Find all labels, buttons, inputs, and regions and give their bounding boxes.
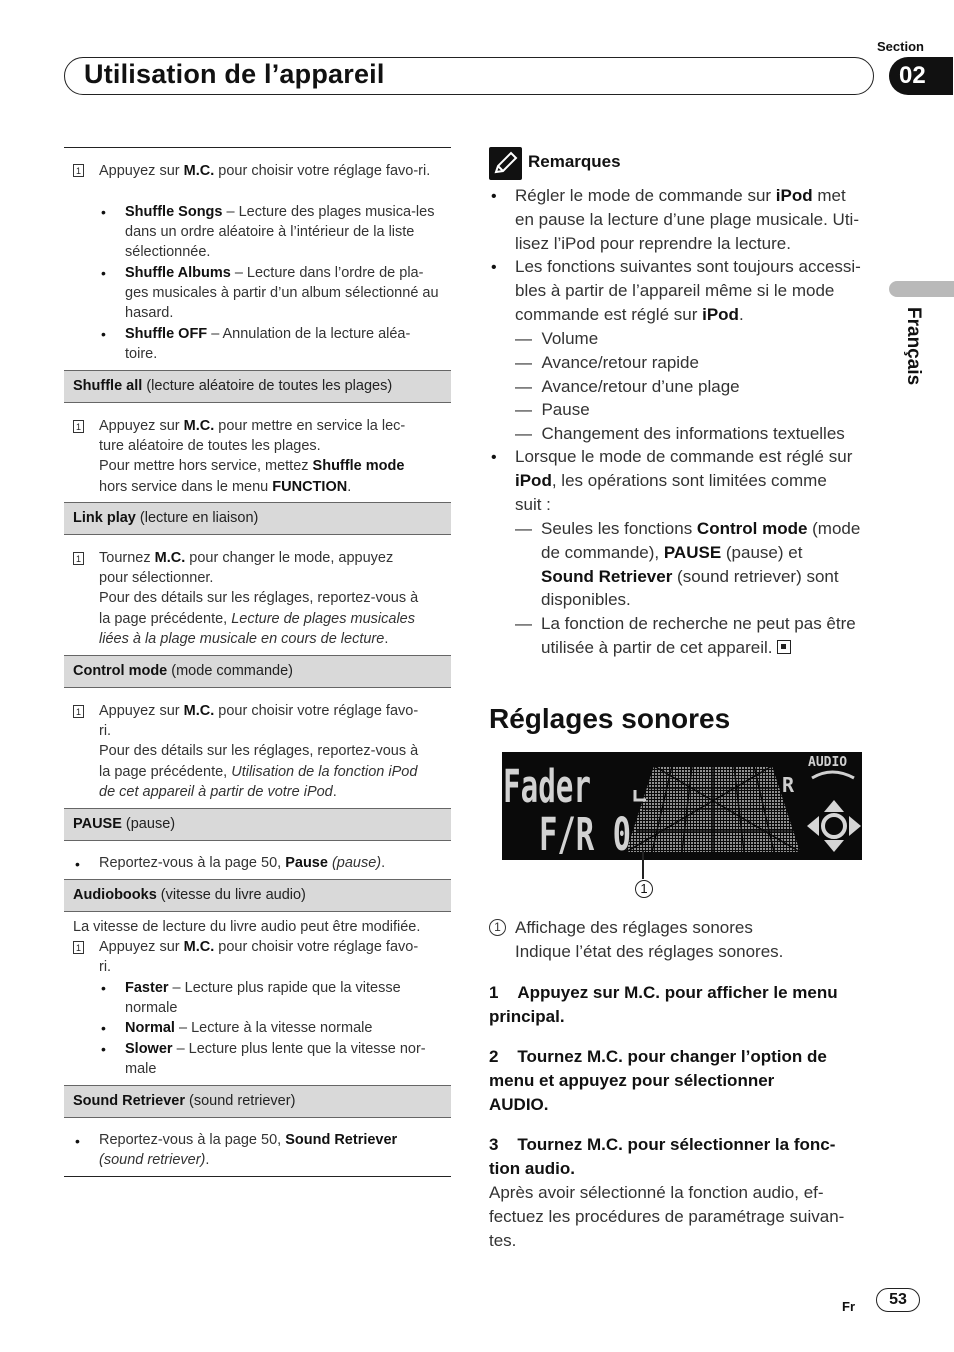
shuffle-step-text: Appuyez sur M.C. pour choisir votre réglage favo-ri.: [99, 163, 431, 179]
section-label: Section: [877, 39, 924, 54]
step-3: 3 Tournez M.C. pour sélectionner la fonc- tion audio.: [489, 1135, 836, 1178]
note-2: Les fonctions suivantes sont toujours accessi- bles à partir de l’appareil même si le mode commande est réglé sur iPod.: [515, 257, 861, 324]
control-mode-step-text: Appuyez sur M.C. pour choisir votre réglage favo- ri. Pour des détails sur les réglages, reportez-vous à la page précédente, Utilisation de la fonction iPod de cet appareil à partir de votre iPod.: [99, 703, 419, 800]
step-number: 1: [73, 941, 84, 954]
display-line-1: Fader: [503, 760, 591, 813]
language-tab: [889, 281, 954, 297]
top-rule: [64, 147, 451, 148]
step-number: 1: [73, 420, 84, 433]
page-number: 53: [876, 1288, 920, 1312]
dash: —: [515, 614, 532, 633]
right-marker: R: [782, 773, 795, 797]
link-play-step-text: Tournez M.C. pour changer le mode, appuyez pour sélectionner. Pour des détails sur les réglages, reportez-vous à la page précédente, Lecture de plages musicales liées à la plage musicale en cours de lecture.: [99, 550, 419, 647]
bullet: •: [101, 265, 106, 281]
callout-line: [642, 851, 644, 879]
bullet: •: [101, 1020, 106, 1036]
list-item: Shuffle Albums – Lecture dans l’ordre de pla-ges musicales à partir d’un album sélectionné au hasard.: [125, 265, 439, 322]
audiobooks-intro: La vitesse de lecture du livre audio peut être modifiée.: [73, 919, 421, 935]
bullet: •: [491, 449, 497, 466]
step-number: 1: [73, 552, 84, 565]
band-audiobooks: Audiobooks (vitesse du livre audio): [64, 879, 451, 912]
pencil-icon: [489, 147, 522, 180]
legend-number: 1: [489, 919, 506, 936]
dash-b-text: La fonction de recherche ne peut pas être utilisée à partir de cet appareil.: [541, 614, 856, 657]
shuffle-all-step-text: Appuyez sur M.C. pour mettre en service la lec- ture aléatoire de toutes les plages. Pour mettre hors service, mettez Shuffle mode hors service dans le menu FUNCTION.: [99, 418, 406, 495]
step-1: 1 Appuyez sur M.C. pour afficher le menu principal.: [489, 983, 838, 1026]
band-shuffle-all: Shuffle all (lecture aléatoire de toutes les plages): [64, 370, 451, 403]
callout-number: 1: [635, 880, 653, 898]
bullet: •: [491, 259, 497, 276]
note-3: Lorsque le mode de commande est réglé sur iPod, les opérations sont limitées comme suit :: [515, 447, 853, 514]
bullet: •: [75, 1133, 80, 1149]
step-2: 2 Tournez M.C. pour changer l’option de menu et appuyez pour sélectionner AUDIO.: [489, 1047, 827, 1114]
language-label: Français: [903, 307, 924, 386]
step-number: 1: [73, 705, 84, 718]
band-link-play: Link play (lecture en liaison): [64, 502, 451, 535]
bullet: •: [101, 1041, 106, 1057]
list-item: Slower – Lecture plus lente que la vitesse nor- male: [125, 1041, 426, 1078]
footer-language: Fr: [842, 1299, 855, 1314]
audiobooks-step-text: Appuyez sur M.C. pour choisir votre réglage favo- ri.: [99, 939, 419, 976]
pause-bullet-text: Reportez-vous à la page 50, Pause (pause).: [99, 855, 386, 871]
bullet: •: [75, 856, 80, 872]
list-item: — Changement des informations textuelles: [515, 424, 845, 444]
list-item: Shuffle OFF – Annulation de la lecture aléa-toire.: [125, 326, 411, 363]
bullet: •: [101, 204, 106, 220]
list-item: Normal – Lecture à la vitesse normale: [125, 1020, 373, 1036]
list-item: — Avance/retour rapide: [515, 352, 699, 372]
bottom-rule: [64, 1176, 451, 1177]
dash: —: [515, 519, 532, 538]
note-1: Régler le mode de commande sur iPod met en pause la lecture d’une plage musicale. Uti- lisez l’iPod pour reprendre la lecture.: [515, 186, 859, 253]
end-mark-icon: [777, 640, 791, 654]
sound-retriever-bullet-text: Reportez-vous à la page 50, Sound Retriever (sound retriever).: [99, 1132, 398, 1169]
left-marker: [635, 790, 646, 800]
legend-text: Affichage des réglages sonores Indique l’état des réglages sonores.: [515, 918, 784, 961]
shuffle-step-rest: pour choisir votre réglage favo-ri.: [214, 163, 431, 179]
section-number: 02: [889, 57, 953, 95]
bullet: •: [101, 980, 106, 996]
list-item: Faster – Lecture plus rapide que la vitesse normale: [125, 980, 401, 1017]
list-item: — Pause: [515, 400, 590, 420]
step-3-body: Après avoir sélectionné la fonction audio, ef- fectuez les procédures de paramétrage suivan- tes.: [489, 1183, 845, 1250]
band-pause: PAUSE (pause): [64, 808, 451, 841]
dash-a-text: Seules les fonctions Control mode (mode de commande), PAUSE (pause) et Sound Retriever (sound retriever) sont disponibles.: [541, 519, 861, 610]
dash-list: [515, 327, 885, 446]
band-control-mode: Control mode (mode commande): [64, 655, 451, 688]
step-number: 1: [73, 164, 84, 177]
display-line-2: F/R 0: [539, 808, 631, 860]
bullet: •: [491, 188, 497, 205]
notes-title: Remarques: [528, 152, 621, 171]
list-item: — Avance/retour d’une plage: [515, 376, 740, 396]
audio-display: [502, 752, 862, 860]
audio-badge: AUDIO: [808, 755, 848, 770]
page-title: Utilisation de l’appareil: [84, 59, 385, 89]
section-heading: Réglages sonores: [489, 703, 731, 734]
list-item: — Volume: [515, 329, 599, 348]
nav-pad-icon: [807, 800, 861, 852]
bullet: •: [101, 326, 106, 342]
list-item: Shuffle Songs – Lecture des plages musica-les dans un ordre aléatoire à l’intérieur de la liste sélectionnée.: [125, 204, 435, 261]
band-sound-retriever: Sound Retriever (sound retriever): [64, 1085, 451, 1118]
